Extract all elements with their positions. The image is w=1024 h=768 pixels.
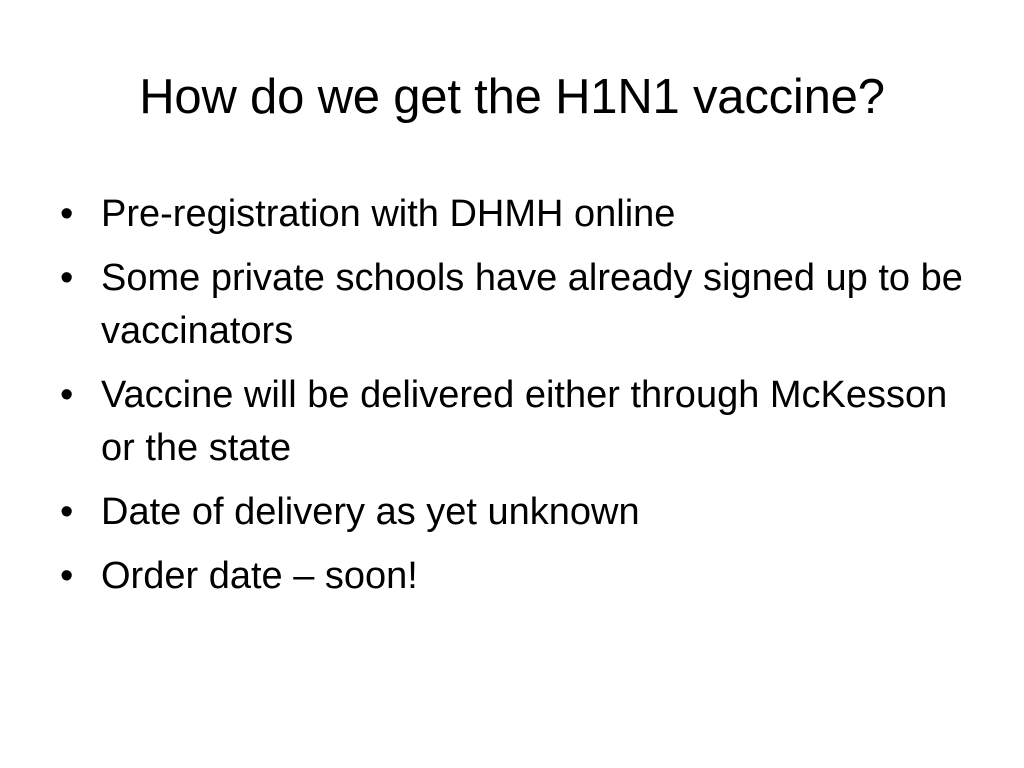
bullet-item-pre-registration bbox=[60, 188, 980, 241]
bullet-icon: • bbox=[60, 193, 74, 235]
bullet-text: Date of delivery as yet unknown bbox=[101, 491, 640, 533]
bullet-text: Pre-registration with DHMH online bbox=[101, 193, 676, 235]
slide-title: How do we get the H1N1 vaccine? bbox=[139, 70, 885, 124]
bullet-icon: • bbox=[60, 374, 74, 416]
bullet-text: Order date – soon! bbox=[101, 555, 418, 597]
bullet-icon: • bbox=[60, 555, 74, 597]
bullet-item-private-schools bbox=[60, 252, 980, 358]
bullet-item-delivery-method bbox=[60, 369, 980, 475]
bullet-icon: • bbox=[60, 491, 74, 533]
bullet-item-order-date bbox=[60, 550, 980, 603]
bullet-icon: • bbox=[60, 257, 74, 299]
bullet-text: Vaccine will be delivered either through McKesson or the state bbox=[101, 374, 948, 469]
bullet-list bbox=[60, 188, 980, 614]
bullet-item-delivery-date bbox=[60, 486, 980, 539]
bullet-text: Some private schools have already signed up to be vaccinators bbox=[101, 257, 963, 352]
